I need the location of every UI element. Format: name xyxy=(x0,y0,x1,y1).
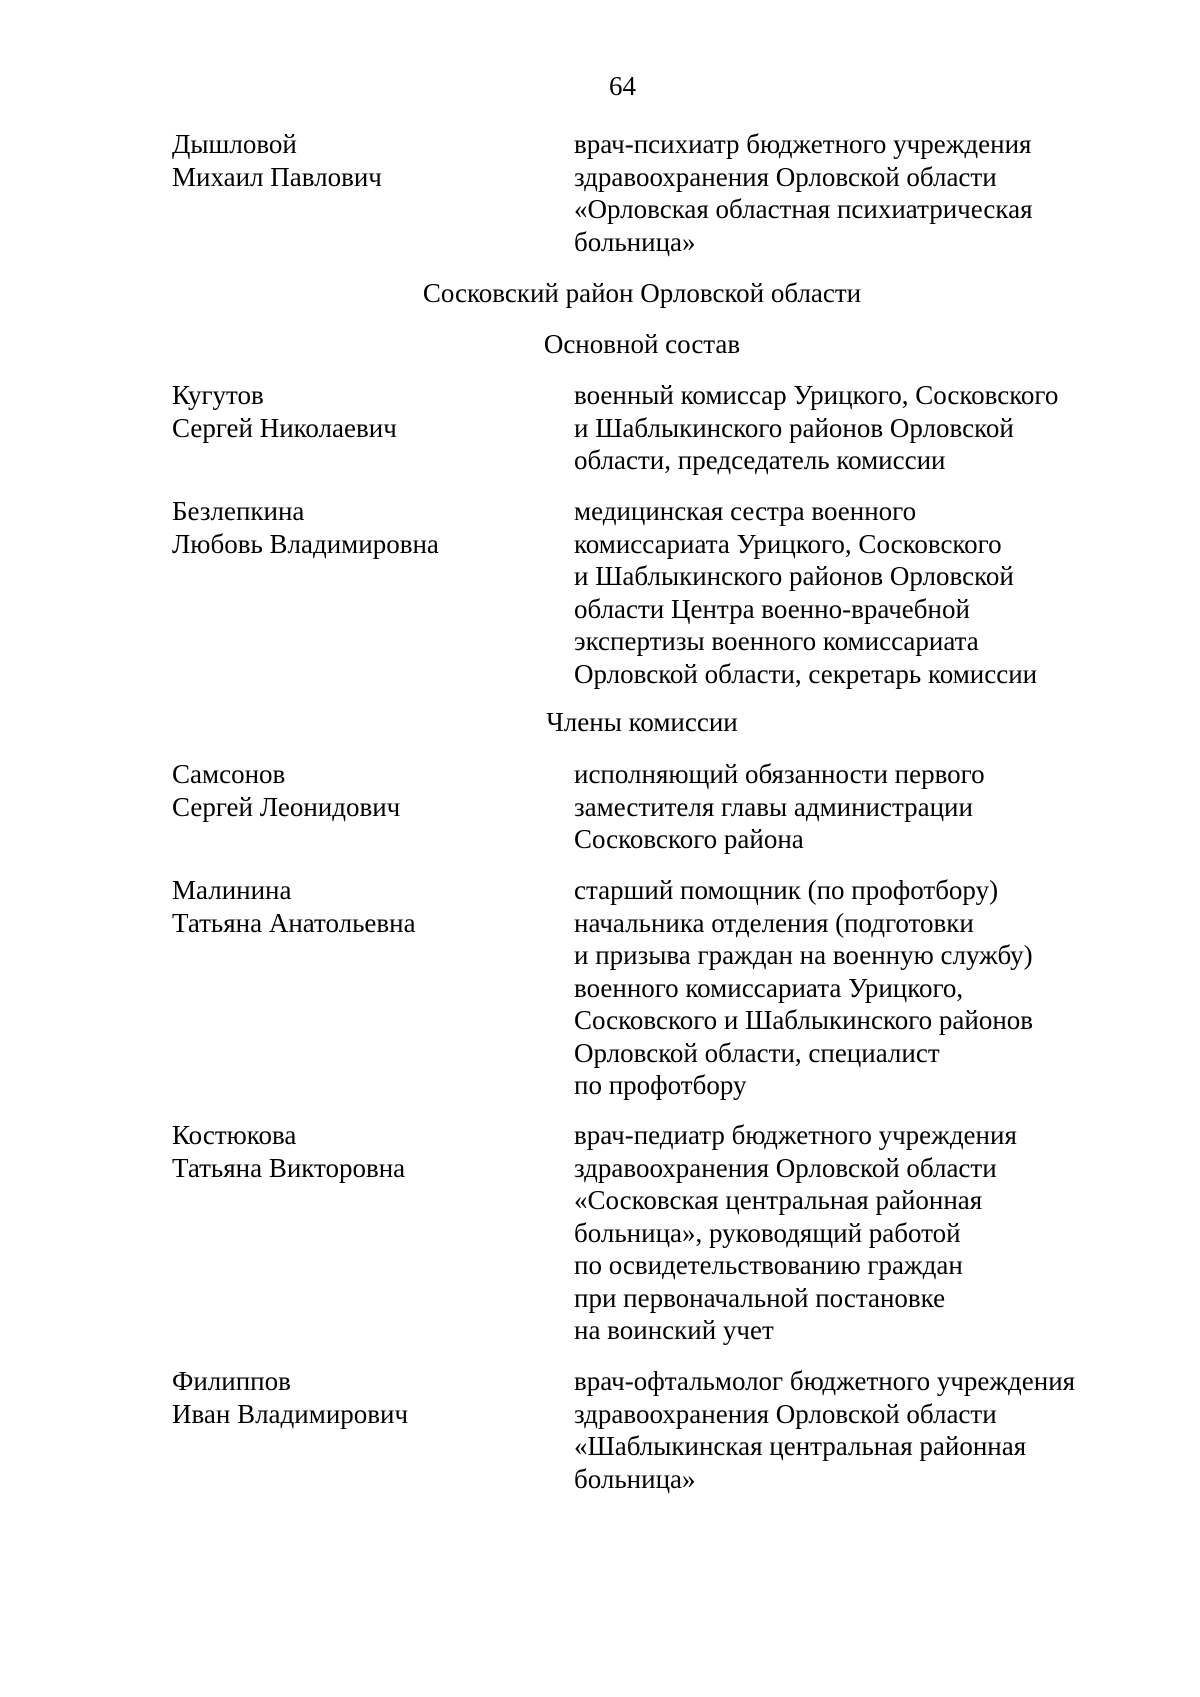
role-line: врач-психиатр бюджетного учреждения xyxy=(574,129,1032,159)
role-line: врач-офтальмолог бюджетного учреждения xyxy=(574,1366,1076,1396)
role-line: области Центра военно-врачебной xyxy=(574,593,970,624)
role-line: медицинская сестра военного xyxy=(574,496,917,526)
role-line: здравоохранения Орловской области xyxy=(574,1152,997,1183)
member-name xyxy=(172,379,552,444)
member-surname: Безлепкина xyxy=(172,496,305,526)
member-name xyxy=(172,1119,552,1184)
role-line: по профотбору xyxy=(574,1070,747,1100)
member-role xyxy=(574,1119,1114,1347)
role-line: экспертизы военного комиссариата xyxy=(574,626,979,656)
member-surname: Дышловой xyxy=(172,129,297,159)
role-line: больница» xyxy=(574,226,696,257)
role-line: военный комиссар Урицкого, Сосковского xyxy=(574,380,1059,410)
members-heading: Члены комиссии xyxy=(546,707,738,737)
role-line: комиссариата Урицкого, Сосковского xyxy=(574,528,1002,559)
member-surname: Малинина xyxy=(172,875,292,905)
main-composition-heading: Основной состав xyxy=(543,329,741,359)
member-surname: Кугутов xyxy=(172,380,264,410)
role-line: военного комиссариата Урицкого, xyxy=(574,972,964,1003)
member-role xyxy=(574,874,1114,1102)
member-given-names: Любовь Владимировна xyxy=(172,528,439,559)
member-surname: Филиппов xyxy=(172,1366,291,1396)
member-name xyxy=(172,128,552,193)
role-line: больница» xyxy=(574,1463,696,1494)
role-line: старший помощник (по профотбору) xyxy=(574,875,999,905)
page-number: 64 xyxy=(609,71,636,101)
member-name xyxy=(172,758,552,823)
role-line: при первоначальной постановке xyxy=(574,1282,946,1313)
role-line: и призыва граждан на военную службу) xyxy=(574,940,1033,970)
member-surname: Костюкова xyxy=(172,1120,297,1150)
member-role xyxy=(574,379,1114,477)
member-given-names: Сергей Леонидович xyxy=(172,791,401,822)
member-role xyxy=(574,495,1114,690)
member-given-names: Иван Владимирович xyxy=(172,1398,409,1429)
role-line: врач-педиатр бюджетного учреждения xyxy=(574,1120,1017,1150)
role-line: Сосковского и Шаблыкинского районов xyxy=(574,1005,1034,1035)
role-line: по освидетельствованию граждан xyxy=(574,1250,963,1280)
member-role xyxy=(574,1365,1114,1495)
member-given-names: Татьяна Анатольевна xyxy=(172,907,416,938)
member-role xyxy=(574,758,1114,856)
role-line: исполняющий обязанности первого xyxy=(574,759,985,789)
role-line: здравоохранения Орловской области xyxy=(574,161,997,192)
member-given-names: Сергей Николаевич xyxy=(172,412,397,443)
member-surname: Самсонов xyxy=(172,759,286,789)
role-line: Сосковского района xyxy=(574,824,804,854)
role-line: здравоохранения Орловской области xyxy=(574,1398,997,1429)
role-line: заместителя главы администрации xyxy=(574,791,973,822)
role-line: и Шаблыкинского районов Орловской xyxy=(574,561,1014,591)
role-line: Орловской области, специалист xyxy=(574,1037,940,1068)
district-title: Сосковский район Орловской области xyxy=(422,278,862,308)
role-line: «Орловская областная психиатрическая xyxy=(574,194,1033,224)
role-line: «Шаблыкинская центральная районная xyxy=(574,1431,1027,1461)
role-line: и Шаблыкинского районов Орловской xyxy=(574,412,1014,443)
role-line: Орловской области, секретарь комиссии xyxy=(574,658,1038,689)
member-name xyxy=(172,495,552,560)
role-line: больница», руководящий работой xyxy=(574,1217,961,1248)
member-given-names: Михаил Павлович xyxy=(172,161,382,192)
role-line: «Сосковская центральная районная xyxy=(574,1185,983,1215)
member-name xyxy=(172,1365,552,1430)
member-given-names: Татьяна Викторовна xyxy=(172,1152,406,1183)
role-line: начальника отделения (подготовки xyxy=(574,907,974,938)
member-name xyxy=(172,874,552,939)
role-line: на воинский учет xyxy=(574,1315,774,1345)
role-line: области, председатель комиссии xyxy=(574,445,946,475)
member-role xyxy=(574,128,1114,258)
